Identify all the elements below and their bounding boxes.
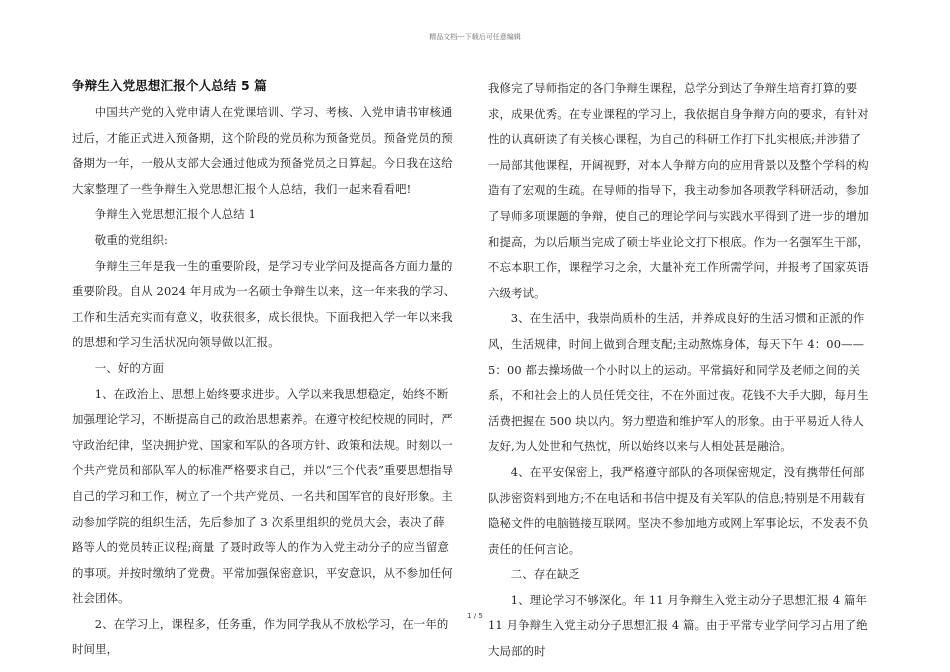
body-paragraph: 争辩生三年是我一生的重要阶段，是学习专业学问及提高各方面力量的重要阶段。自从 2024 年月成为一名硕士争辩生以来，这一年来我的学习、工作和生活充实而有意义，收获很多，成长很快。下面我把入学一年以来我的思想和学习生活状况向领导做以汇报。 <box>72 258 456 350</box>
intro-paragraph: 中国共产党的入党申请人在党课培训、学习、考核、入党申请书审核通过后，才能正式进入预备期，这个阶段的党员称为预备党员。预备党员的预备期为一年，一般从支部大会通过他成为预备党员之日算起。今日我在这给大家整理了一些争辩生入党思想汇报个人总结，我们一起来看看吧! <box>72 105 453 196</box>
section-heading: 争辩生入党思想汇报个人总结 1 <box>94 207 256 222</box>
body-paragraph: 4、在平安保密上，我严格遵守部队的各项保密规定，没有携带任何部队涉密资料到地方;不在电话和书信中提及有关军队的信息;特别是不用载有隐秘文件的电脑链接互联网。坚决不参加地方或网上军事论坛，不发表不负责任的任何言论。 <box>488 464 869 556</box>
body-paragraph: 1、在政治上、思想上始终要求进步。入学以来我思想稳定，始终不断加强理论学习，不断提高自己的政治思想素养。在遵守校纪校规的同时，严守政治纪律，坚决拥护党、国家和军队的各项方针、政策和法规。时刻以一个共产党员和部队军人的标准严格要求自己，并以“三个代表”重要思想指导自己的学习和工作，树立了一个共产党员、一名共和国军官的良好形象。主动参加学院的组织生活，先后参加了 3 次系里组织的党员大会，表决了薛路等人的党员转正议程;商量 了聂时政等人的作为入党主动分子的应当留意的事项。并按时缴纳了党费。平常加强保密意识，平安意识，从不参加任何社会团体。 <box>72 386 454 606</box>
document-title: 争辩生入党思想汇报个人总结 5 篇 <box>72 78 267 93</box>
left-column <box>72 76 456 663</box>
body-paragraph: 3、在生活中，我崇尚质朴的生活，并养成良好的生活习惯和正派的作风，生活规律，时间上做到合理支配;主动熬炼身体，每天下午 4：00——5：00 都去操场做一个小时以上的运动。平常搞好和同学及老师之间的关系，不和社会上的人员任凭交往，不在外面过夜。花钱不大手大脚，每月生活费把握在 500 块以内。努力塑造和维护军人的形象。由于平易近人待人友好,为人处世和气热忱，所以始终以来与人相处甚是融洽。 <box>488 311 869 454</box>
subsection-heading: 一、好的方面 <box>94 360 165 375</box>
salutation: 敬重的党组织: <box>94 232 169 247</box>
page-number: 1 / 5 <box>467 612 483 620</box>
body-paragraph: 2、在学习上，课程多，任务重，作为同学我从不放松学习，在一年的时间里， <box>72 616 449 657</box>
subsection-heading: 二、存在缺乏 <box>510 567 581 582</box>
body-paragraph: 1、理论学习不够深化。年 11 月争辩生入党主动分子思想汇报 4 篇年 11 月争辩生入党主动分子思想汇报 4 篇。由于平常专业学问学习占用了绝大局部的时 <box>488 592 868 659</box>
right-column <box>488 76 872 665</box>
body-paragraph: 我修完了导师指定的各门争辩生课程，总学分到达了争辩生培育打算的要求，成果优秀。在专业课程的学习上，我依据自身争辩方向的要求，有针对性的认真研读了有关核心课程，为自己的科研工作打下扎实根底;并涉猎了一局部其他课程，开阔视野，对本人争辩方向的应用背景以及整个学科的构造有了宏观的生疏。在导师的指导下，我主动参加各项教学科研活动，参加了导师多项课题的争辩，使自己的理论学问与实践水平得到了进一步的增加和提高，为以后顺当完成了硕士毕业论文打下根底。作为一名强军生干部，不忘本职工作，课程学习之余，大量补充工作所需学问，并报考了国家英语六级考试。 <box>488 81 869 300</box>
page-header: 精品文档---下载后可任意编辑 <box>429 33 521 41</box>
